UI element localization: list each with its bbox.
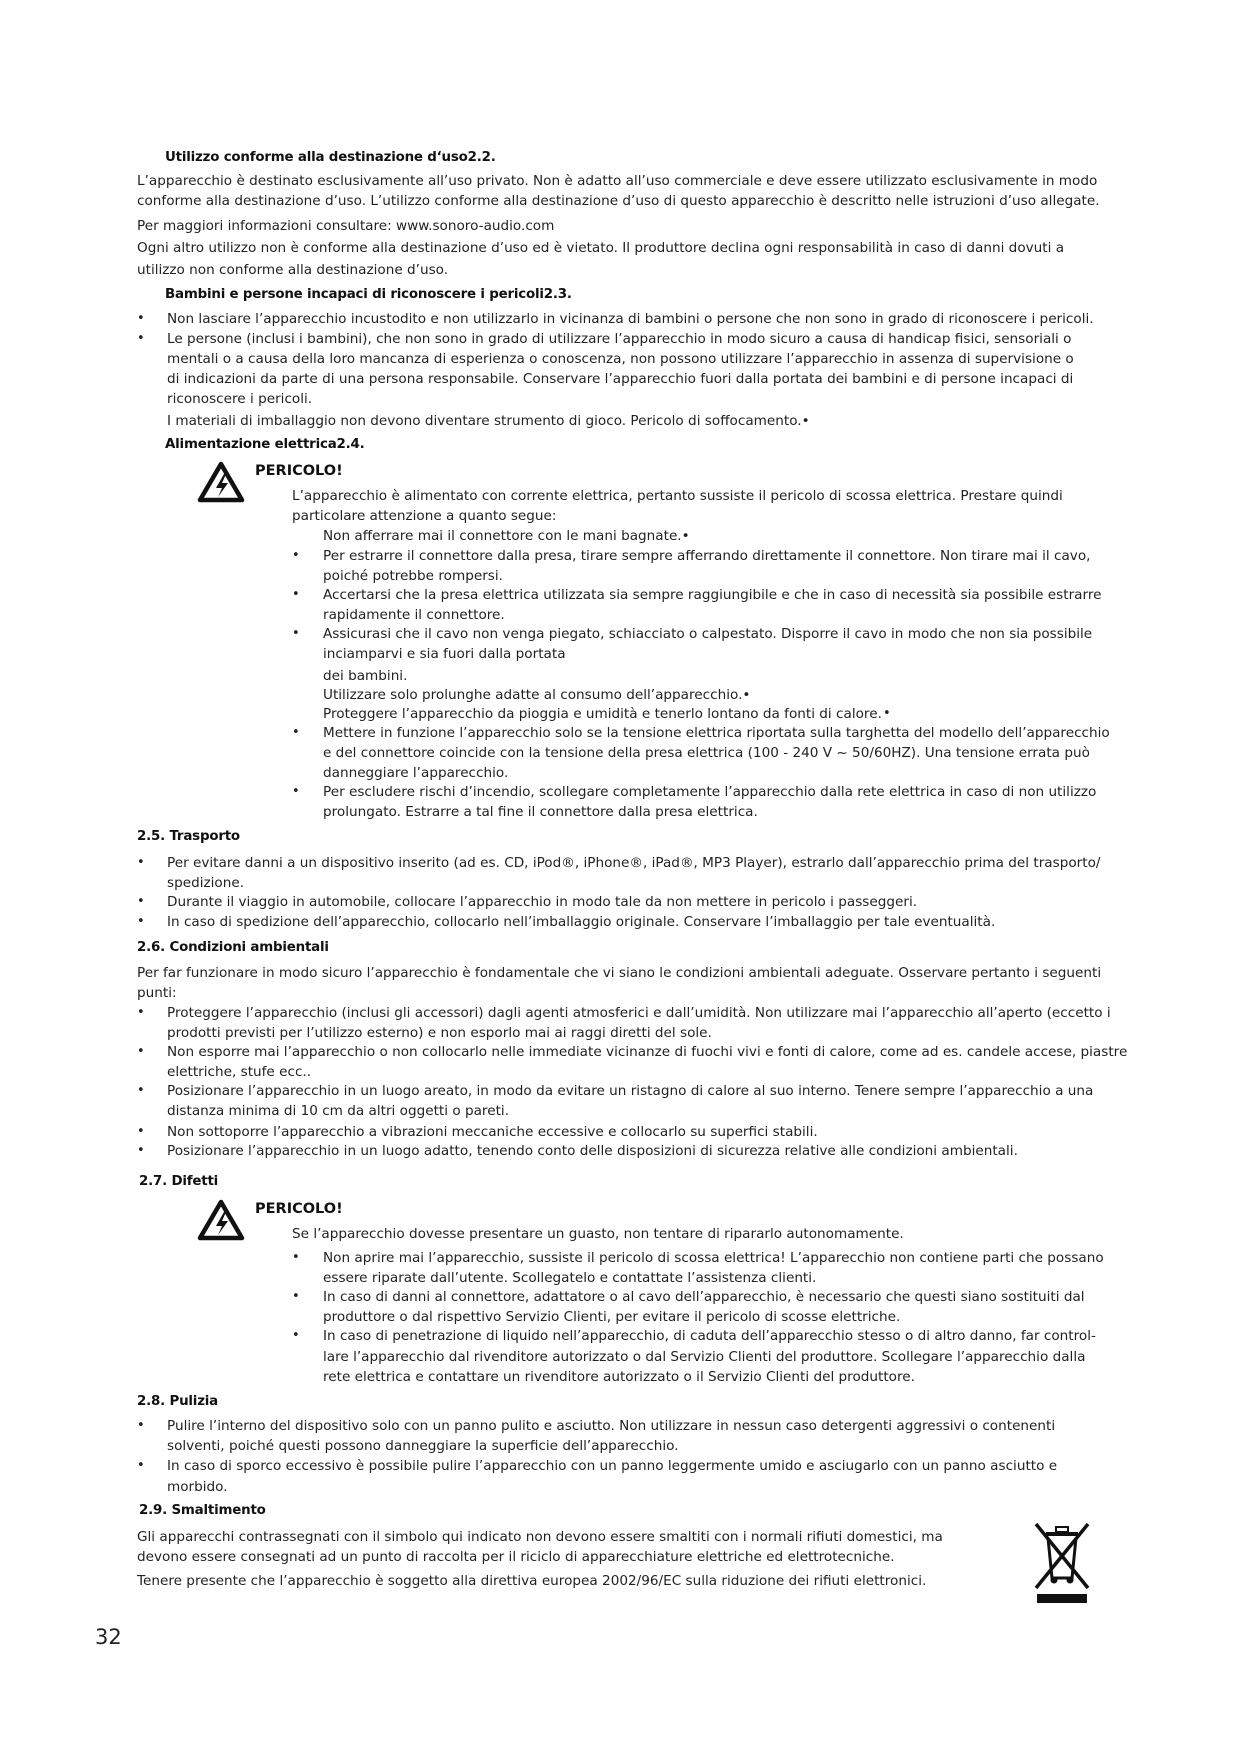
sec27-line: rete elettrica e contattare un rivenditore autorizzato o il Servizio Clienti del produttore. xyxy=(323,1369,915,1385)
sec23-line: I materiali di imballaggio non devono diventare strumento di gioco. Pericolo di soffocamento.• xyxy=(167,413,810,429)
bullet: • xyxy=(137,1005,145,1020)
sec29-line: Tenere presente che l’apparecchio è soggetto alla direttiva europea 2002/96/EC sulla riduzione dei rifiuti elettronici. xyxy=(137,1573,927,1589)
sec26-line: Posizionare l’apparecchio in un luogo areato, in modo da evitare un ristagno di calore al suo interno. Tenere sempre l’apparecchio a una xyxy=(167,1083,1094,1099)
bullet: • xyxy=(292,1328,300,1343)
sec23-line: di indicazioni da parte di una persona responsabile. Conservare l’apparecchio fuori dalla portata dei bambini e di persone incapaci di xyxy=(167,371,1074,387)
sec26-line: Per far funzionare in modo sicuro l’apparecchio è fondamentale che vi siano le condizioni ambientali adeguate. Osservare pertanto i seguenti xyxy=(137,965,1102,981)
bullet: • xyxy=(137,894,145,909)
sec24-line: Assicurasi che il cavo non venga piegato, schiacciato o calpestato. Disporre il cavo in modo che non sia possibile xyxy=(323,626,1093,642)
bullet: • xyxy=(137,1044,145,1059)
bullet: • xyxy=(292,548,300,563)
sec26-line: Non sottoporre l’apparecchio a vibrazioni meccaniche eccessive e collocarlo su superfici stabili. xyxy=(167,1124,818,1140)
weee-bin-icon xyxy=(1032,1520,1092,1605)
sec28-line: solventi, poiché questi possono danneggiare la superficie dell’apparecchio. xyxy=(167,1438,679,1454)
sec22-line: conforme alla destinazione d’uso. L’utilizzo conforme alla destinazione d’uso di questo apparecchio è descritto nelle istruzioni d’uso allegate. xyxy=(137,193,1100,209)
bullet: • xyxy=(292,725,300,740)
sec24-line: Utilizzare solo prolunghe adatte al consumo dell’apparecchio.• xyxy=(323,687,751,703)
sec24-line: Mettere in funzione l’apparecchio solo se la tensione elettrica riportata sulla targhetta del modello dell’apparecchio xyxy=(323,725,1110,741)
sec24-line: Accertarsi che la presa elettrica utilizzata sia sempre raggiungibile e che in caso di necessità sia possibile estrarre xyxy=(323,587,1102,603)
sec24-line: L’apparecchio è alimentato con corrente elettrica, pertanto sussiste il pericolo di scossa elettrica. Prestare quindi xyxy=(292,488,1063,504)
sec25-line: Per evitare danni a un dispositivo inserito (ad es. CD, iPod®, iPhone®, iPad®, MP3 Player), estrarlo dall’apparecchio prima del trasporto/ xyxy=(167,855,1101,871)
danger-label: PERICOLO! xyxy=(255,463,343,479)
sec28-line: morbido. xyxy=(167,1479,228,1495)
sec27-line: produttore o dal rispettivo Servizio Clienti, per evitare il pericolo di scosse elettriche. xyxy=(323,1309,901,1325)
sec25-line: spedizione. xyxy=(167,875,245,891)
bullet: • xyxy=(137,914,145,929)
electric-hazard-icon xyxy=(197,1199,245,1241)
page-number: 32 xyxy=(95,1625,122,1649)
sec26-line: punti: xyxy=(137,985,177,1001)
bullet: • xyxy=(292,1250,300,1265)
heading-2-6: 2.6. Condizioni ambientali xyxy=(137,940,329,955)
sec22-line: Per maggiori informazioni consultare: www.sonoro-audio.com xyxy=(137,218,555,234)
sec23-line: mentali o a causa della loro mancanza di esperienza o conoscenza, non possono utilizzare l’apparecchio in assenza di supervisione o xyxy=(167,351,1074,367)
sec27-line: Non aprire mai l’apparecchio, sussiste il pericolo di scossa elettrica! L’apparecchio non contiene parti che possano xyxy=(323,1250,1104,1266)
danger-label: PERICOLO! xyxy=(255,1201,343,1217)
sec24-line: inciamparvi e sia fuori dalla portata xyxy=(323,646,566,662)
heading-2-7: 2.7. Difetti xyxy=(139,1174,219,1189)
sec26-line: prodotti previsti per l’utilizzo esterno) e non esporlo mai ai raggi diretti del sole. xyxy=(167,1025,712,1041)
bullet: • xyxy=(292,784,300,799)
bullet: • xyxy=(137,855,145,870)
sec29-line: devono essere consegnati ad un punto di raccolta per il riciclo di apparecchiature elettriche ed elettrotecniche. xyxy=(137,1549,895,1565)
sec24-line: dei bambini. xyxy=(323,668,408,684)
sec24-line: Proteggere l’apparecchio da pioggia e umidità e tenerlo lontano da fonti di calore. xyxy=(323,706,882,722)
bullet: • xyxy=(137,1143,145,1158)
sec25-line: Durante il viaggio in automobile, collocare l’apparecchio in modo tale da non mettere in pericolo i passeggeri. xyxy=(167,894,918,910)
heading-2-9: 2.9. Smaltimento xyxy=(139,1503,266,1518)
bullet: • xyxy=(137,1418,145,1433)
bullet: • xyxy=(292,626,300,641)
sec26-line: Proteggere l’apparecchio (inclusi gli accessori) dagli agenti atmosferici e dall’umidità. Non utilizzare mai l’apparecchio all’aperto (eccetto i xyxy=(167,1005,1111,1021)
bullet: • xyxy=(137,1458,145,1473)
sec22-line: L’apparecchio è destinato esclusivamente all’uso privato. Non è adatto all’uso commerciale e deve essere utilizzato esclusivamente in modo xyxy=(137,173,1098,189)
bullet: • xyxy=(292,1289,300,1304)
sec27-line: In caso di penetrazione di liquido nell’apparecchio, di caduta dell’apparecchio stesso o di altro danno, far control- xyxy=(323,1328,1096,1344)
sec24-line: particolare attenzione a quanto segue: xyxy=(292,508,557,524)
heading-2-3: Bambini e persone incapaci di riconoscere i pericoli2.3. xyxy=(165,287,572,302)
sec27-line: Se l’apparecchio dovesse presentare un guasto, non tentare di ripararlo autonomamente. xyxy=(292,1226,904,1242)
sec26-line: elettriche, stufe ecc.. xyxy=(167,1064,312,1080)
bullet: • xyxy=(883,706,891,721)
heading-2-5: 2.5. Trasporto xyxy=(137,829,240,844)
sec23-line: riconoscere i pericoli. xyxy=(167,391,313,407)
sec23-line: Non lasciare l’apparecchio incustodito e non utilizzarlo in vicinanza di bambini o persone che non sono in grado di riconoscere i pericoli. xyxy=(167,311,1094,327)
sec24-line: danneggiare l’apparecchio. xyxy=(323,765,509,781)
sec28-line: In caso di sporco eccessivo è possibile pulire l’apparecchio con un panno leggermente umido e asciugarlo con un panno asciutto e xyxy=(167,1458,1058,1474)
heading-2-4: Alimentazione elettrica2.4. xyxy=(165,437,365,452)
sec24-line: Per estrarre il connettore dalla presa, tirare sempre afferrando direttamente il connettore. Non tirare mai il cavo, xyxy=(323,548,1091,564)
sec26-line: distanza minima di 10 cm da altri oggetti o pareti. xyxy=(167,1103,510,1119)
sec24-line: rapidamente il connettore. xyxy=(323,607,505,623)
sec24-line: Per escludere rischi d’incendio, scollegare completamente l’apparecchio dalla rete elettrica in caso di non utilizzo xyxy=(323,784,1097,800)
sec22-line: utilizzo non conforme alla destinazione d’uso. xyxy=(137,262,449,278)
sec27-line: In caso di danni al connettore, adattatore o al cavo dell’apparecchio, è necessario che questi siano sostituiti dal xyxy=(323,1289,1085,1305)
bullet: • xyxy=(292,587,300,602)
heading-2-8: 2.8. Pulizia xyxy=(137,1394,219,1409)
sec25-line: In caso di spedizione dell’apparecchio, collocarlo nell’imballaggio originale. Conservare l’imballaggio per tale eventualità. xyxy=(167,914,996,930)
sec23-line: Le persone (inclusi i bambini), che non sono in grado di utilizzare l’apparecchio in modo sicuro a causa di handicap fisici, sensoriali o xyxy=(167,331,1072,347)
heading-2-2: Utilizzo conforme alla destinazione d‘uso2.2. xyxy=(165,150,496,165)
sec27-line: essere riparate dall’utente. Scollegatelo e contattate l’assistenza clienti. xyxy=(323,1270,817,1286)
sec24-line: poiché potrebbe rompersi. xyxy=(323,568,503,584)
sec24-line: prolungato. Estrarre a tal fine il connettore dalla presa elettrica. xyxy=(323,804,758,820)
bullet: • xyxy=(137,1124,145,1139)
sec24-line: e del connettore coincide con la tensione della presa elettrica (100 - 240 V ~ 50/60HZ). Una tensione errata può xyxy=(323,745,1090,761)
bullet: • xyxy=(137,331,145,346)
bullet: • xyxy=(137,311,145,326)
sec24-line: Non afferrare mai il connettore con le mani bagnate.• xyxy=(323,528,690,544)
sec26-line: Posizionare l’apparecchio in un luogo adatto, tenendo conto delle disposizioni di sicurezza relative alle condizioni ambientali. xyxy=(167,1143,1018,1159)
sec29-line: Gli apparecchi contrassegnati con il simbolo qui indicato non devono essere smaltiti con i normali rifiuti domestici, ma xyxy=(137,1529,943,1545)
sec27-line: lare l’apparecchio dal rivenditore autorizzato o dal Servizio Clienti del produttore. Scollegare l’apparecchio dalla xyxy=(323,1349,1086,1365)
sec22-line: Ogni altro utilizzo non è conforme alla destinazione d’uso ed è vietato. Il produttore declina ogni responsabilità in caso di danni dovuti a xyxy=(137,240,1065,256)
bullet: • xyxy=(137,1083,145,1098)
electric-hazard-icon xyxy=(197,461,245,503)
sec28-line: Pulire l’interno del dispositivo solo con un panno pulito e asciutto. Non utilizzare in nessun caso detergenti aggressivi o contenenti xyxy=(167,1418,1056,1434)
sec26-line: Non esporre mai l’apparecchio o non collocarlo nelle immediate vicinanze di fuochi vivi e fonti di calore, come ad es. candele accese, piastre xyxy=(167,1044,1128,1060)
